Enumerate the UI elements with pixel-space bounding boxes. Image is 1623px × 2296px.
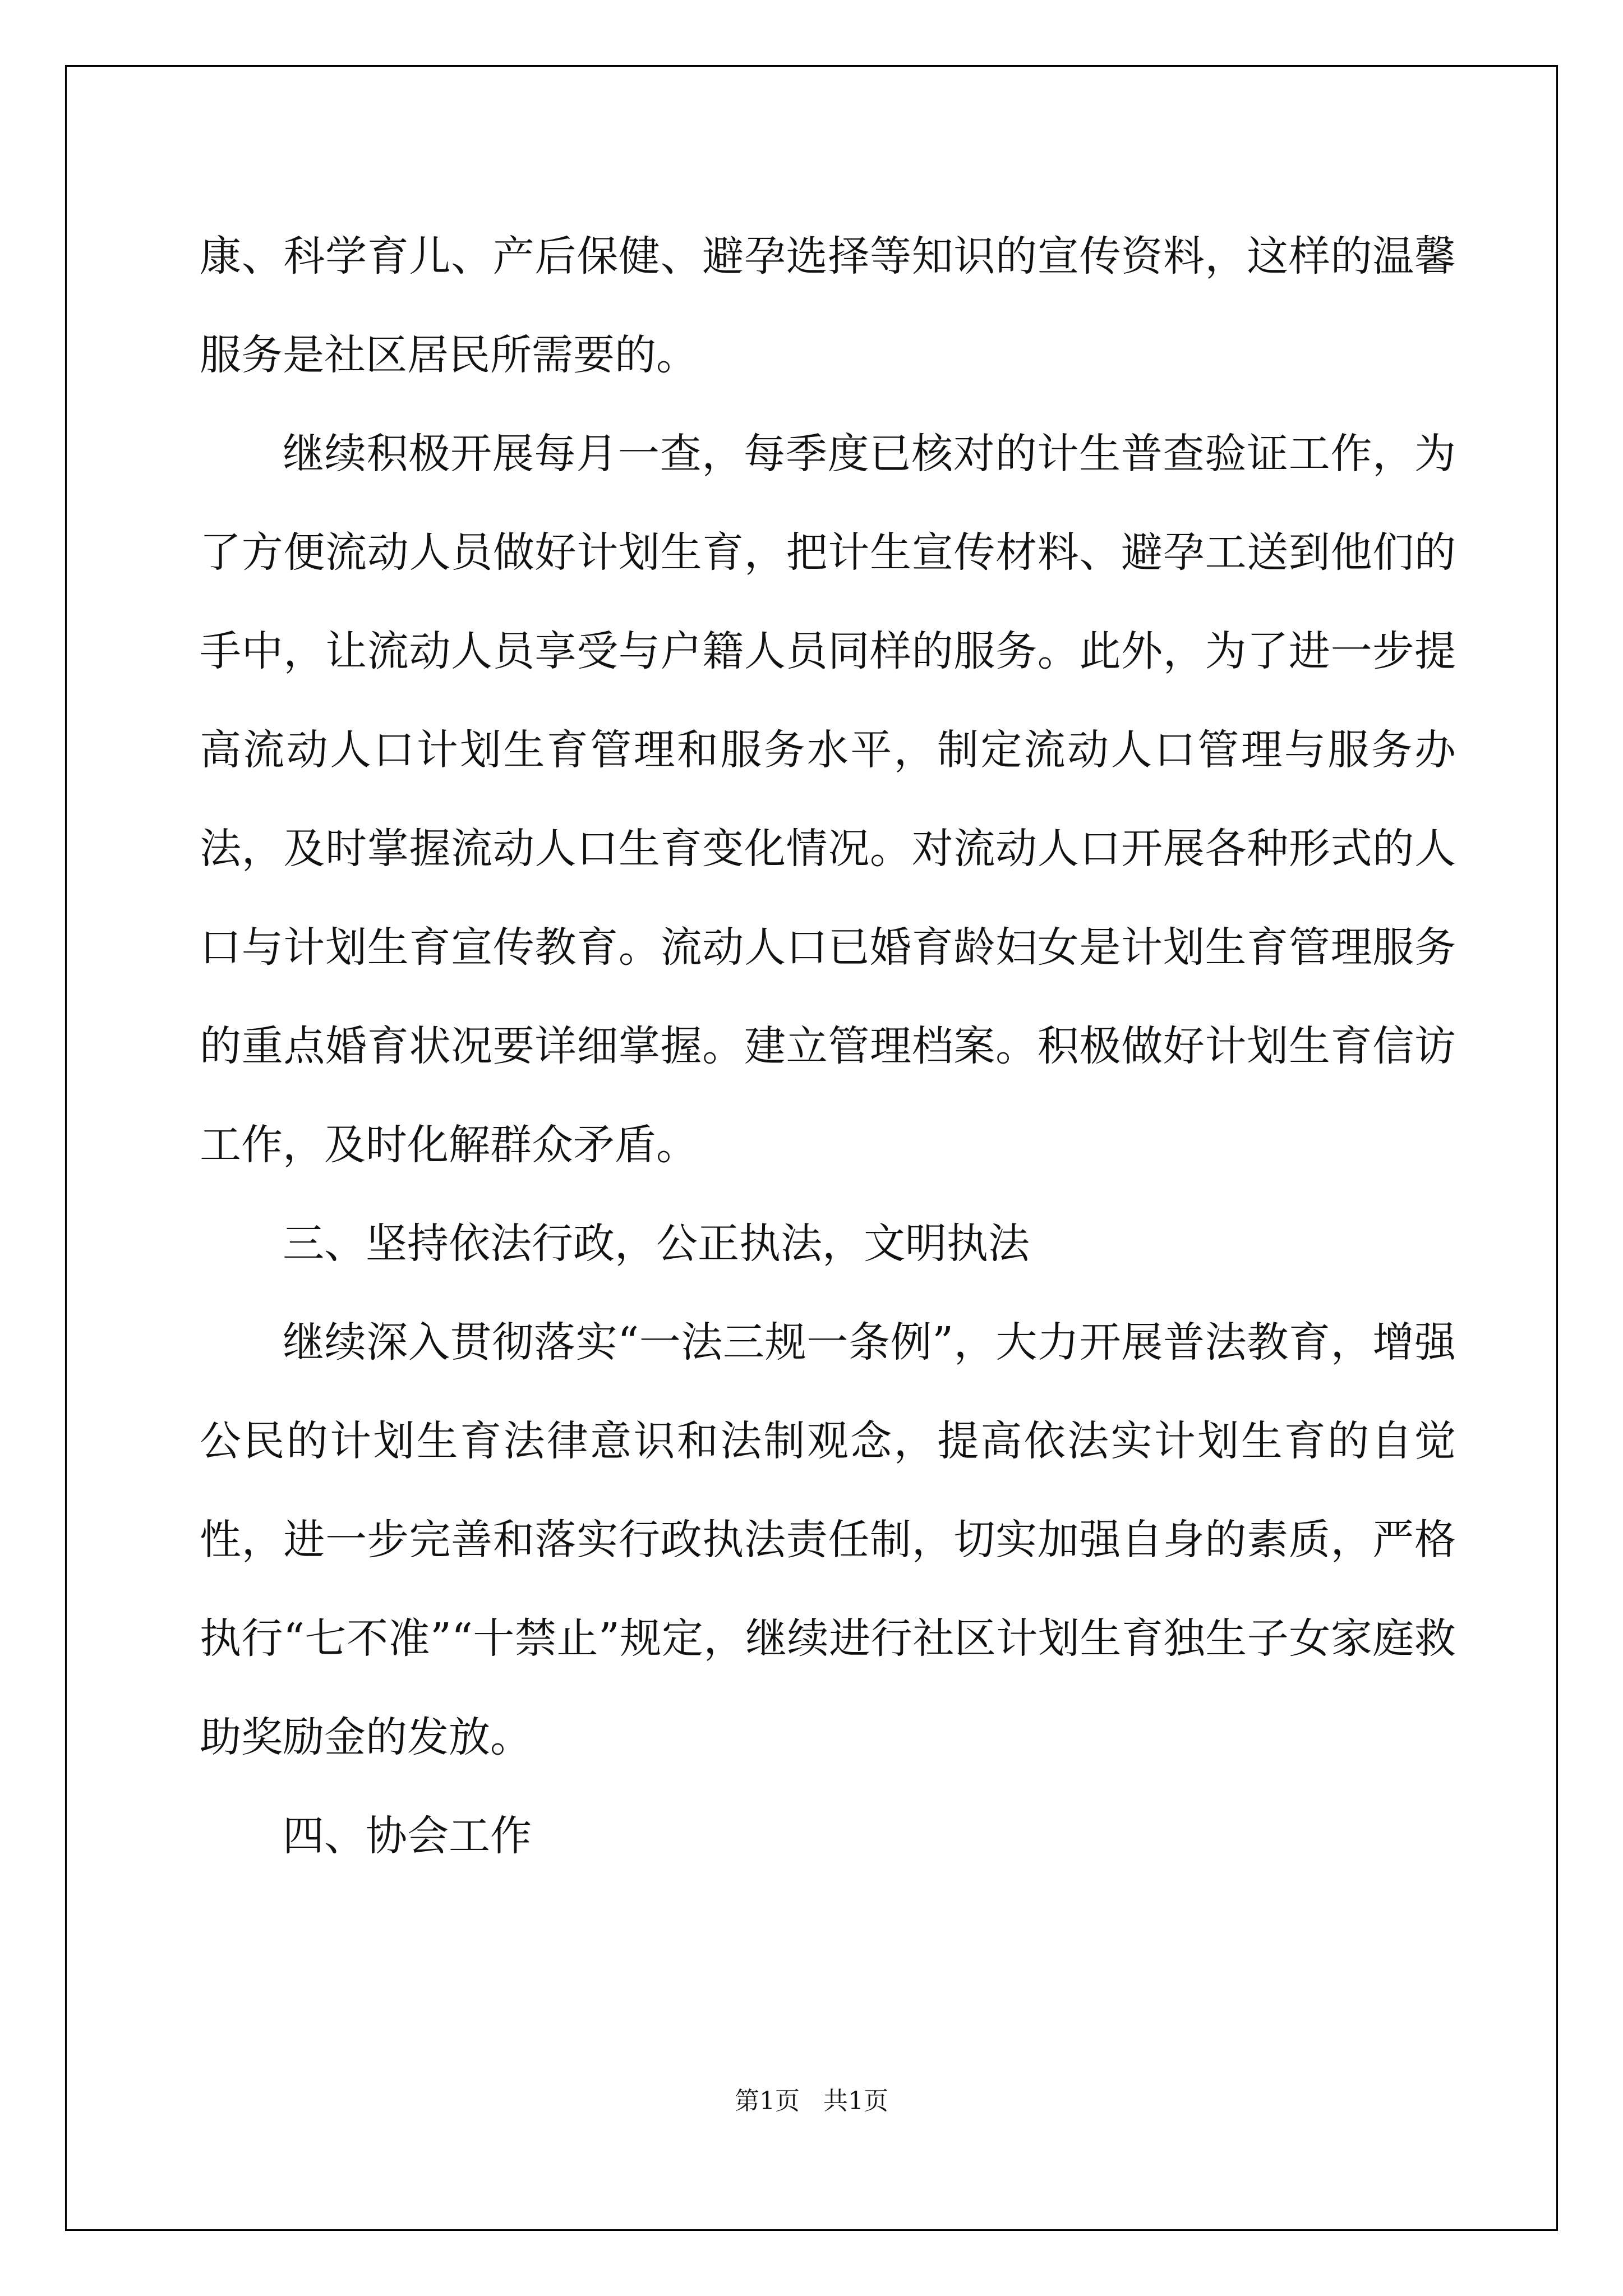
document-body <box>200 207 1456 1885</box>
section-heading: 四、协会工作 <box>283 1812 532 1860</box>
section-heading: 三、坚持依法行政，公正执法，文明执法 <box>283 1220 1030 1268</box>
paragraph: 继续深入贯彻落实“一法三规一条例”，大力开展普法教育，增强公民的计划生育法律意识和法制观念，提高依法实计划生育的自觉性，进一步完善和落实行政执法责任制，切实加强自身的素质，严格执行“七不准”“十禁止”规定，继续进行社区计划生育独生子女家庭救助奖励金的发放。 <box>200 1318 1456 1761</box>
paragraph: 继续积极开展每月一查，每季度已核对的计生普查验证工作，为了方便流动人员做好计划生育，把计生宣传材料、避孕工送到他们的手中，让流动人员享受与户籍人员同样的服务。此外，为了进一步提高流动人口计划生育管理和服务水平，制定流动人口管理与服务办法，及时掌握流动人口生育变化情况。对流动人口开展各种形式的人口与计划生育宣传教育。流动人口已婚育龄妇女是计划生育管理服务的重点婚育状况要详细掌握。建立管理档案。积极做好计划生育信访工作，及时化解群众矛盾。 <box>200 430 1456 1169</box>
paragraph: 康、科学育儿、产后保健、避孕选择等知识的宣传资料，这样的温馨服务是社区居民所需要的。 <box>200 232 1456 379</box>
page-number: 第1页 共1页 <box>735 2087 888 2115</box>
